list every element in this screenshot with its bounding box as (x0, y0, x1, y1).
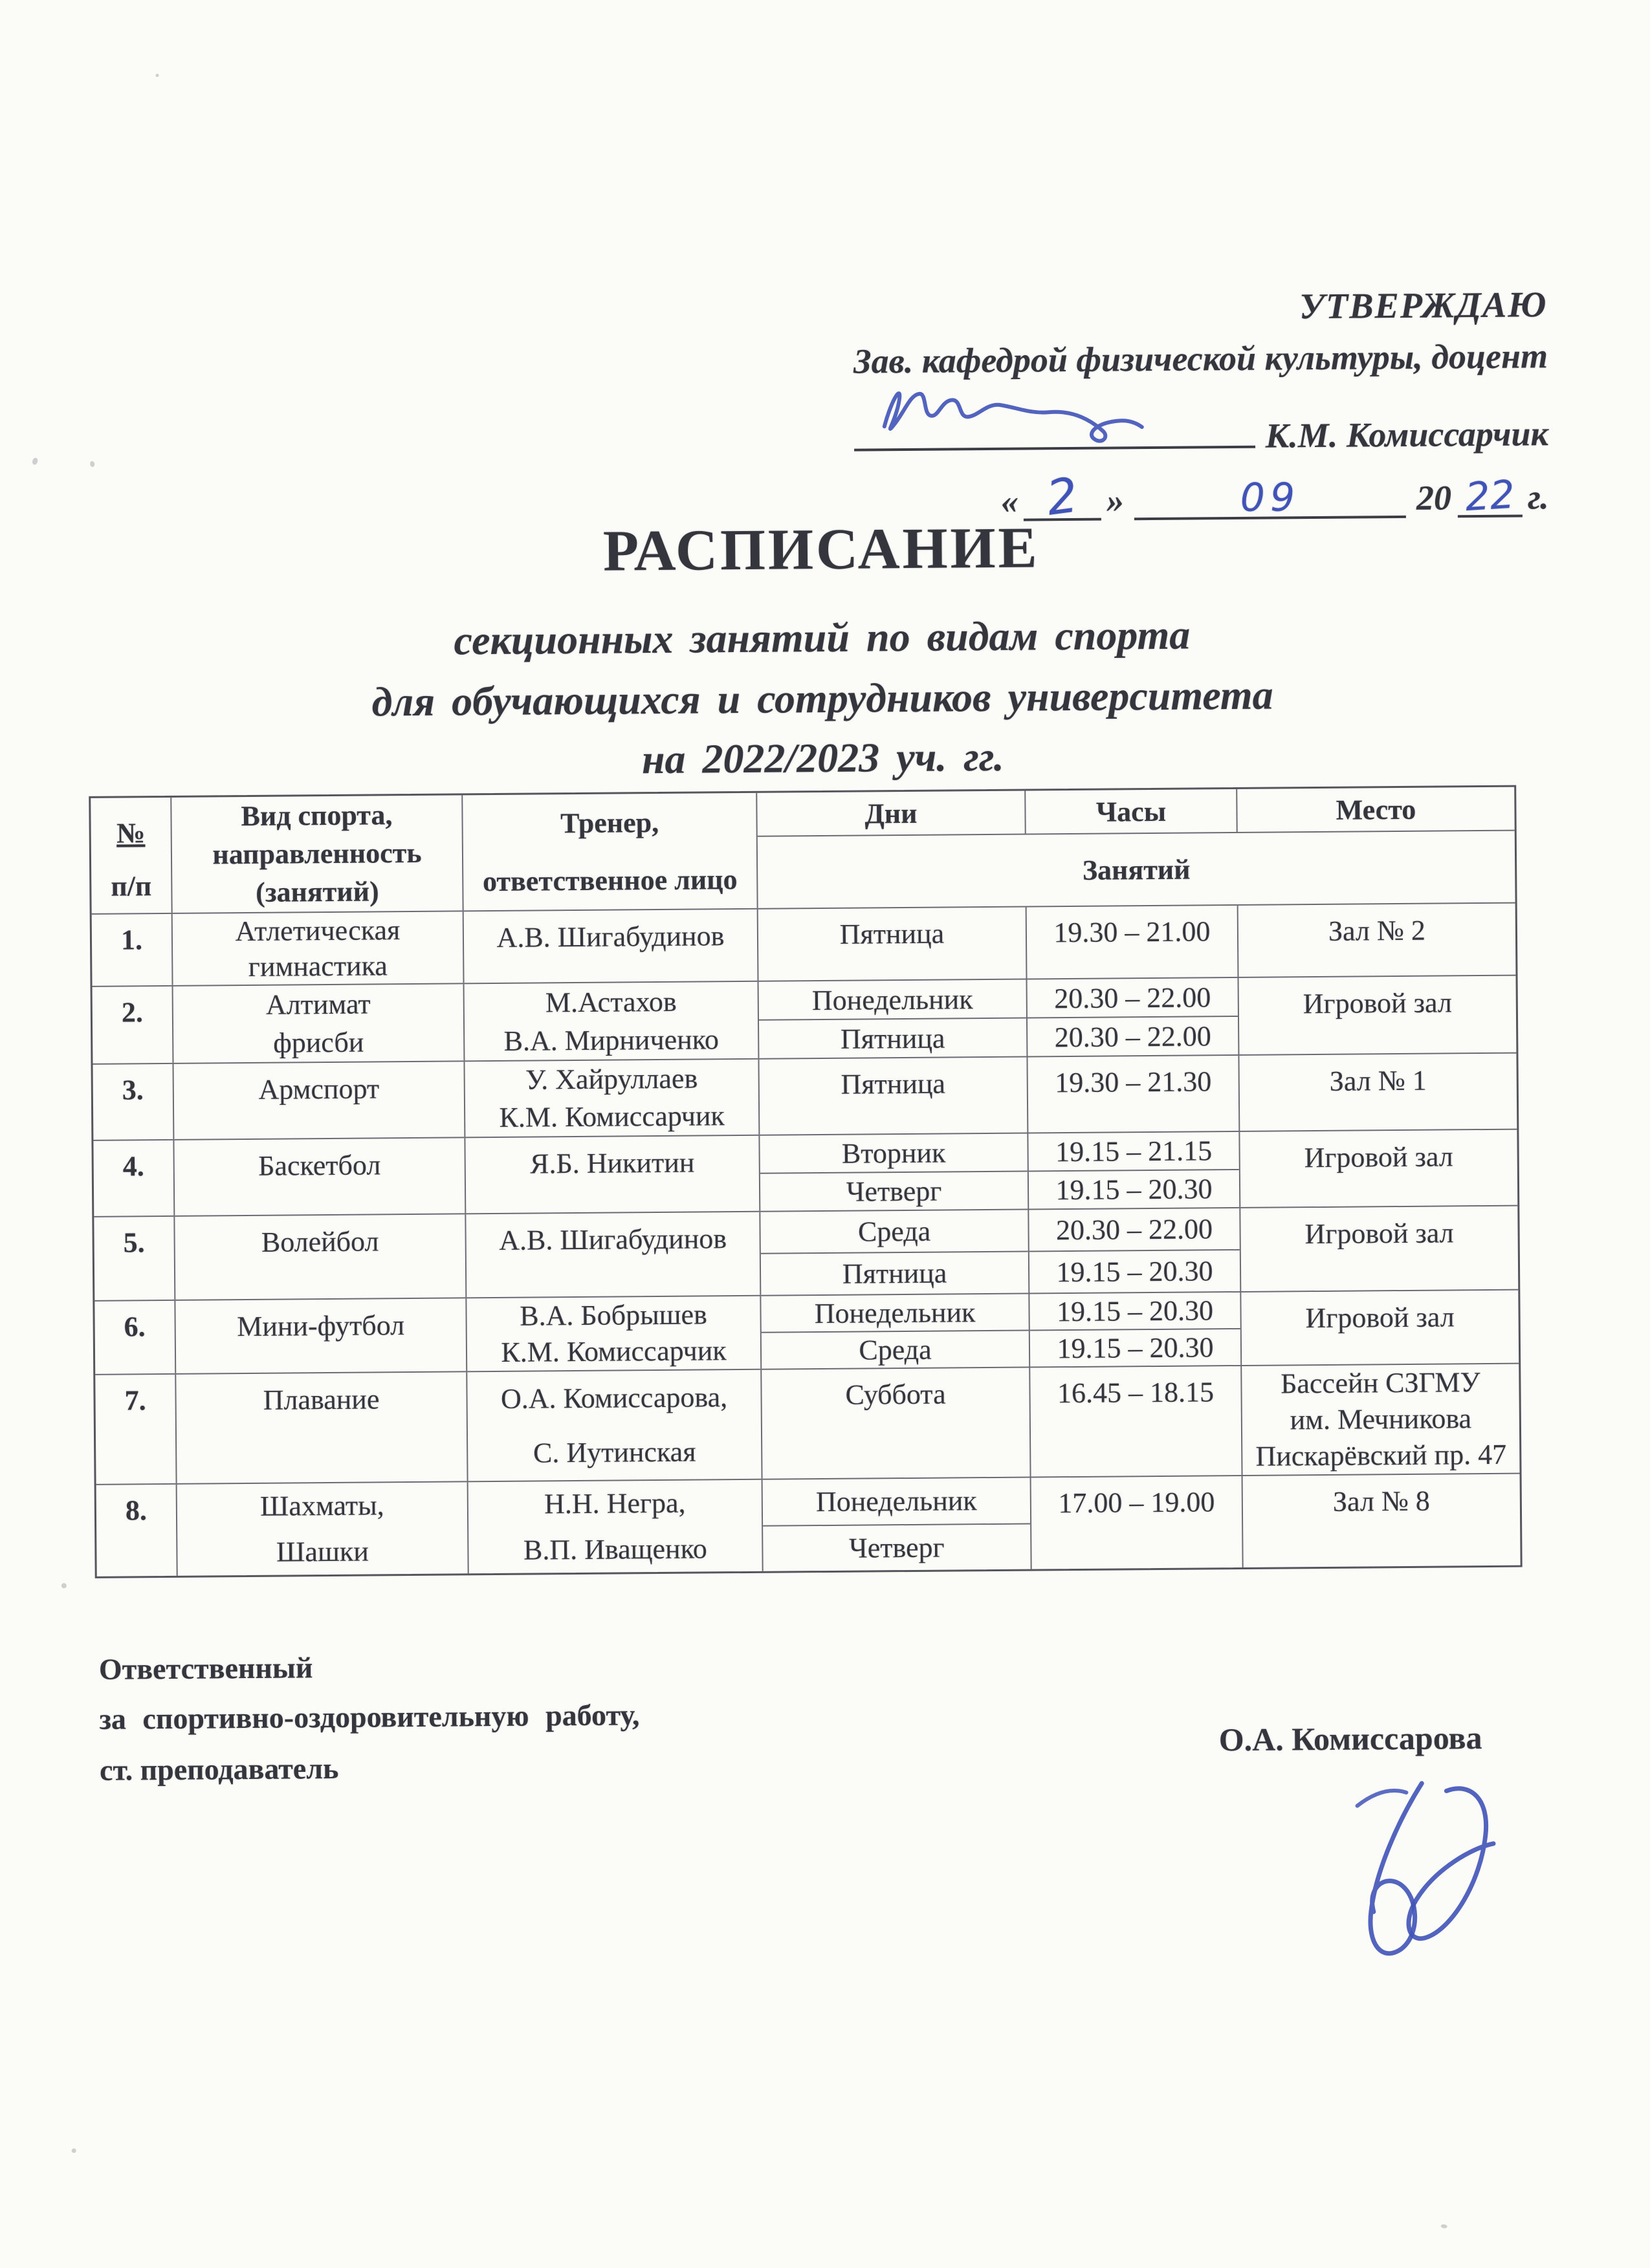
header-col-sport: Вид спорта, направленность (занятий) (171, 795, 463, 913)
scan-artifact (89, 461, 95, 467)
text-line: Зал № 1 (1329, 1064, 1427, 1097)
row-number-cell: 6. (94, 1301, 176, 1374)
day-value: Пятница (842, 1257, 947, 1290)
approval-block (706, 284, 1549, 527)
handwritten-year: 22 (1464, 472, 1517, 521)
row-number-cell: 7. (95, 1375, 177, 1484)
scan-artifact (72, 2148, 76, 2153)
table-row (93, 975, 1517, 1063)
days-cell (759, 1058, 1028, 1135)
day-value: Среда (859, 1333, 932, 1366)
table-row (93, 1129, 1517, 1216)
text-line: гимнастика (248, 949, 388, 983)
year-prefix: 20 (1416, 478, 1452, 518)
title-subtitle-1: секционных занятий по видам спорта (454, 611, 1191, 664)
place-cell (1243, 1474, 1521, 1567)
text-line: А.В. Шигабудинов (499, 1223, 727, 1256)
hours-cell (1030, 1366, 1242, 1477)
sport-cell (173, 984, 465, 1063)
sport-cell (174, 1138, 466, 1216)
scan-artifact (155, 74, 159, 77)
days-cell (763, 1478, 1032, 1571)
header-col-num (91, 798, 172, 913)
text-line: Баскетбол (258, 1149, 381, 1182)
text-line: Н.Н. Негра, (544, 1487, 686, 1520)
hours-cell (1027, 906, 1239, 979)
text-line: Игровой зал (1303, 987, 1453, 1020)
days-cell (760, 1210, 1029, 1295)
place-cell (1240, 1130, 1517, 1207)
time-value: 20.30 – 22.00 (1029, 1208, 1240, 1252)
close-quote: » (1106, 481, 1125, 520)
open-quote: « (1000, 481, 1019, 521)
sport-cell (175, 1214, 467, 1300)
text-line: Атлетическая (235, 913, 401, 947)
place-cell (1239, 976, 1517, 1054)
table-row (95, 1363, 1519, 1484)
text-line: Мини-футбол (237, 1309, 405, 1343)
sport-cell (176, 1372, 468, 1483)
text-line: Шашки (276, 1535, 369, 1568)
time-value: 17.00 – 19.00 (1058, 1486, 1215, 1520)
header-col-place: Место (1336, 793, 1416, 826)
approval-title: УТВЕРЖДАЮ (1299, 285, 1548, 327)
place-cell (1238, 904, 1516, 977)
place-cell (1241, 1291, 1519, 1365)
time-value: 19.15 – 20.30 (1029, 1292, 1240, 1331)
text-line: Армспорт (258, 1073, 380, 1106)
text-line: Шахматы, (259, 1489, 384, 1523)
sport-cell (175, 1298, 467, 1373)
header-num-bottom: п/п (111, 870, 152, 902)
time-value: 19.15 – 20.30 (1055, 1173, 1213, 1206)
trainer-cell (467, 1370, 762, 1481)
time-value: 16.45 – 18.15 (1057, 1376, 1215, 1410)
day-value: Пятница (841, 1067, 946, 1100)
table-row (96, 1473, 1521, 1576)
hours-cell (1029, 1292, 1242, 1367)
place-cell (1240, 1206, 1518, 1291)
handwritten-day: 2 (1043, 467, 1081, 527)
trainer-cell (465, 1136, 760, 1214)
title-subtitle-3: на 2022/2023 уч. гг. (641, 733, 1004, 783)
day-value: Четверг (848, 1531, 945, 1564)
row-number-cell: 3. (93, 1064, 175, 1140)
text-line: Я.Б. Никитин (529, 1146, 695, 1180)
header-right-group (757, 787, 1515, 908)
sport-cell (177, 1482, 469, 1576)
text-line: Бассейн СЗГМУ (1280, 1366, 1480, 1400)
days-cell (759, 980, 1028, 1058)
approval-signature-row (707, 378, 1549, 455)
handwritten-month: 09 (1240, 475, 1301, 521)
text-line: Плавание (263, 1383, 380, 1416)
text-line: им. Мечникова (1290, 1402, 1472, 1436)
title-block (0, 510, 1648, 789)
scan-artifact (61, 1583, 67, 1588)
time-value: 19.30 – 21.00 (1053, 915, 1211, 949)
day-value: Пятница (839, 917, 945, 950)
time-value: 19.15 – 20.30 (1056, 1255, 1213, 1289)
schedule-table (89, 785, 1522, 1578)
text-line: В.А. Мирниченко (503, 1023, 720, 1057)
hours-cell (1029, 1208, 1241, 1293)
approval-signature (862, 354, 1147, 453)
place-cell (1242, 1364, 1519, 1475)
days-cell (758, 908, 1028, 981)
header-col-trainer: Тренер, ответственное лицо (463, 793, 758, 911)
page-title: РАСПИСАНИЕ (602, 516, 1040, 583)
table-row (94, 1289, 1519, 1374)
text-line: Игровой зал (1305, 1301, 1455, 1335)
text-line: О.А. Комиссарова, (500, 1381, 728, 1415)
text-line: Алтимат (265, 988, 371, 1021)
footer-line-3: ст. преподаватель (99, 1751, 339, 1787)
scan-artifact (32, 457, 39, 466)
trainer-cell (466, 1212, 761, 1298)
hours-cell (1028, 1132, 1240, 1209)
hours-cell (1028, 978, 1240, 1056)
table-row (94, 1205, 1518, 1300)
time-value: 19.15 – 20.30 (1057, 1331, 1214, 1365)
text-line: Пискарёвский пр. 47 (1255, 1438, 1507, 1472)
table-body (92, 902, 1521, 1576)
approval-role-line: Зав. кафедрой физической культуры, доцент (853, 336, 1548, 381)
day-value: Среда (760, 1210, 1028, 1254)
day-value: Вторник (760, 1134, 1027, 1174)
footer-role-block (99, 1648, 641, 1787)
footer-signature (1319, 1767, 1535, 2001)
header-sub-merged: Занятий (1082, 853, 1191, 886)
table-row (92, 902, 1516, 986)
days-cell (760, 1134, 1029, 1211)
text-line: Волейбол (261, 1225, 379, 1258)
text-line: У. Хайруллаев (525, 1062, 698, 1096)
time-value: 20.30 – 22.00 (1054, 1020, 1211, 1053)
day-value: Суббота (845, 1378, 946, 1411)
sport-cell (173, 911, 465, 985)
row-number-cell: 4. (93, 1140, 175, 1216)
text-line: В.П. Иващенко (523, 1532, 707, 1566)
day-value: Понедельник (763, 1478, 1031, 1527)
scan-artifact (1440, 2224, 1447, 2229)
footer-name: О.А. Комиссарова (1218, 1719, 1482, 1758)
year-suffix: г. (1527, 477, 1549, 517)
table-header (91, 787, 1515, 913)
title-subtitle-2: для обучающихся и сотрудников университета (371, 671, 1273, 725)
text-line: К.М. Комиссарчик (501, 1335, 727, 1369)
text-line: К.М. Комиссарчик (499, 1100, 725, 1134)
time-value: 19.30 – 21.30 (1055, 1065, 1212, 1099)
day-value: Понедельник (761, 1294, 1028, 1333)
header-col-hours: Часы (1026, 789, 1238, 834)
text-line: М.Астахов (545, 985, 677, 1019)
header-col-days: Дни (757, 791, 1026, 836)
place-cell (1239, 1054, 1517, 1131)
row-number-cell: 1. (92, 914, 173, 986)
trainer-cell (468, 1480, 764, 1574)
day-value: Четверг (846, 1175, 942, 1208)
text-line: А.В. Шигабудинов (496, 920, 725, 954)
approval-name: К.М. Комиссарчик (1265, 414, 1549, 455)
time-value: 20.30 – 22.00 (1028, 978, 1238, 1019)
row-number-cell: 8. (96, 1485, 178, 1576)
text-line: С. Иутинская (533, 1435, 696, 1469)
text-line: Зал № 2 (1328, 914, 1426, 947)
day-value: Пятница (840, 1022, 945, 1055)
text-line: фрисби (273, 1026, 364, 1059)
sport-cell (173, 1062, 465, 1139)
text-line: В.А. Бобрышев (520, 1298, 708, 1332)
table-row (93, 1052, 1517, 1140)
row-number-cell: 2. (93, 987, 174, 1063)
text-line: Игровой зал (1304, 1140, 1453, 1174)
text-line: Игровой зал (1304, 1217, 1454, 1250)
day-value: Понедельник (759, 980, 1026, 1021)
days-cell (762, 1368, 1031, 1479)
trainer-cell (464, 910, 759, 983)
header-num-top: № (116, 817, 146, 849)
days-cell (761, 1294, 1030, 1369)
row-number-cell: 5. (94, 1217, 175, 1300)
footer-line-1: Ответственный (98, 1651, 313, 1686)
trainer-cell (467, 1296, 762, 1371)
footer-line-2: за спортивно-оздоровительную работу, (99, 1698, 640, 1736)
hours-cell (1028, 1056, 1240, 1133)
time-value: 19.15 – 21.15 (1028, 1132, 1238, 1172)
hours-cell (1031, 1476, 1244, 1569)
text-line: Зал № 8 (1332, 1485, 1431, 1518)
trainer-cell (465, 1060, 760, 1137)
trainer-cell (465, 982, 760, 1061)
